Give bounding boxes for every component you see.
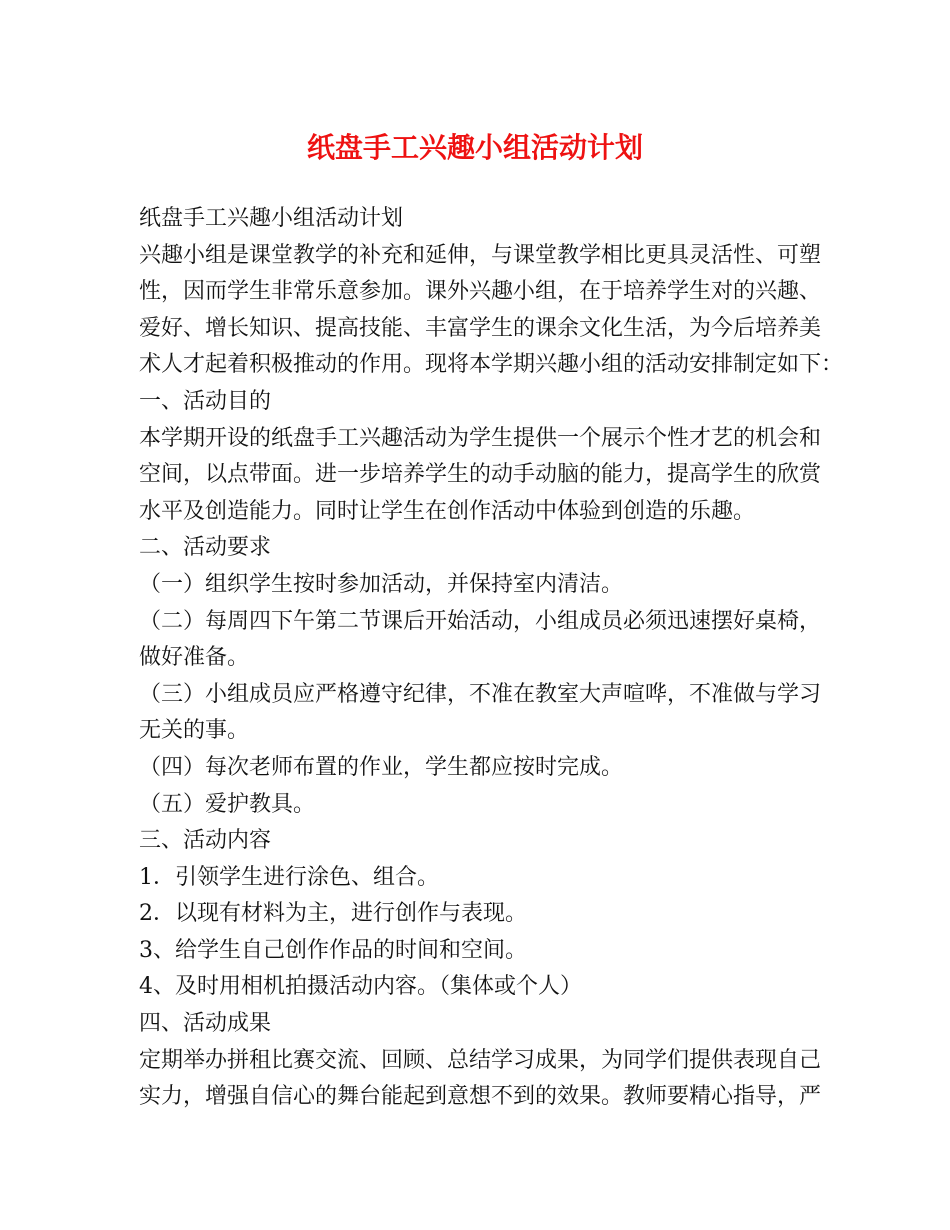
body-line: 性，因而学生非常乐意参加。课外兴趣小组，在于培养学生对的兴趣、 — [139, 279, 822, 305]
section-heading: 二、活动要求 — [139, 535, 272, 561]
body-line: 术人才起着积极推动的作用。现将本学期兴趣小组的活动安排制定如下： — [139, 352, 844, 378]
list-item: 3、给学生自己创作作品的时间和空间。 — [139, 937, 527, 963]
body-line: 水平及创造能力。同时让学生在创作活动中体验到创造的乐趣。 — [139, 498, 756, 524]
document-body — [139, 201, 844, 1116]
list-item: （五）爱护教具。 — [139, 791, 316, 817]
body-line: 定期举办拼租比赛交流、回顾、总结学习成果，为同学们提供表现自己 — [139, 1047, 822, 1073]
body-line: 本学期开设的纸盘手工兴趣活动为学生提供一个展示个性才艺的机会和 — [139, 425, 822, 451]
body-line: 无关的事。 — [139, 718, 250, 744]
list-item: （三）小组成员应严格遵守纪律，不准在教室大声喧哗，不准做与学习 — [139, 681, 822, 707]
body-line: 做好准备。 — [139, 645, 250, 671]
section-heading: 三、活动内容 — [139, 828, 272, 854]
list-item: 1．引领学生进行涂色、组合。 — [139, 864, 439, 890]
section-heading: 一、活动目的 — [139, 388, 272, 414]
body-line: 实力，增强自信心的舞台能起到意想不到的效果。教师要精心指导，严 — [139, 1084, 822, 1110]
body-line: 空间，以点带面。进一步培养学生的动手动脑的能力，提高学生的欣赏 — [139, 462, 822, 488]
list-item: （二）每周四下午第二节课后开始活动，小组成员必须迅速摆好桌椅， — [139, 608, 822, 634]
section-heading: 四、活动成果 — [139, 1011, 272, 1037]
list-item: 2．以现有材料为主，进行创作与表现。 — [139, 901, 527, 927]
body-line: 纸盘手工兴趣小组活动计划 — [139, 206, 404, 231]
list-item: （一）组织学生按时参加活动，并保持室内清洁。 — [139, 571, 624, 597]
document-title: 纸盘手工兴趣小组活动计划 — [306, 131, 643, 164]
body-line: 爱好、增长知识、提高技能、丰富学生的课余文化生活，为今后培养美 — [139, 315, 822, 341]
body-line: 兴趣小组是课堂教学的补充和延伸，与课堂教学相比更具灵活性、可塑 — [139, 242, 822, 268]
list-item: 4、及时用相机拍摄活动内容。（集体或个人） — [139, 974, 582, 1000]
list-item: （四）每次老师布置的作业，学生都应按时完成。 — [139, 754, 624, 780]
